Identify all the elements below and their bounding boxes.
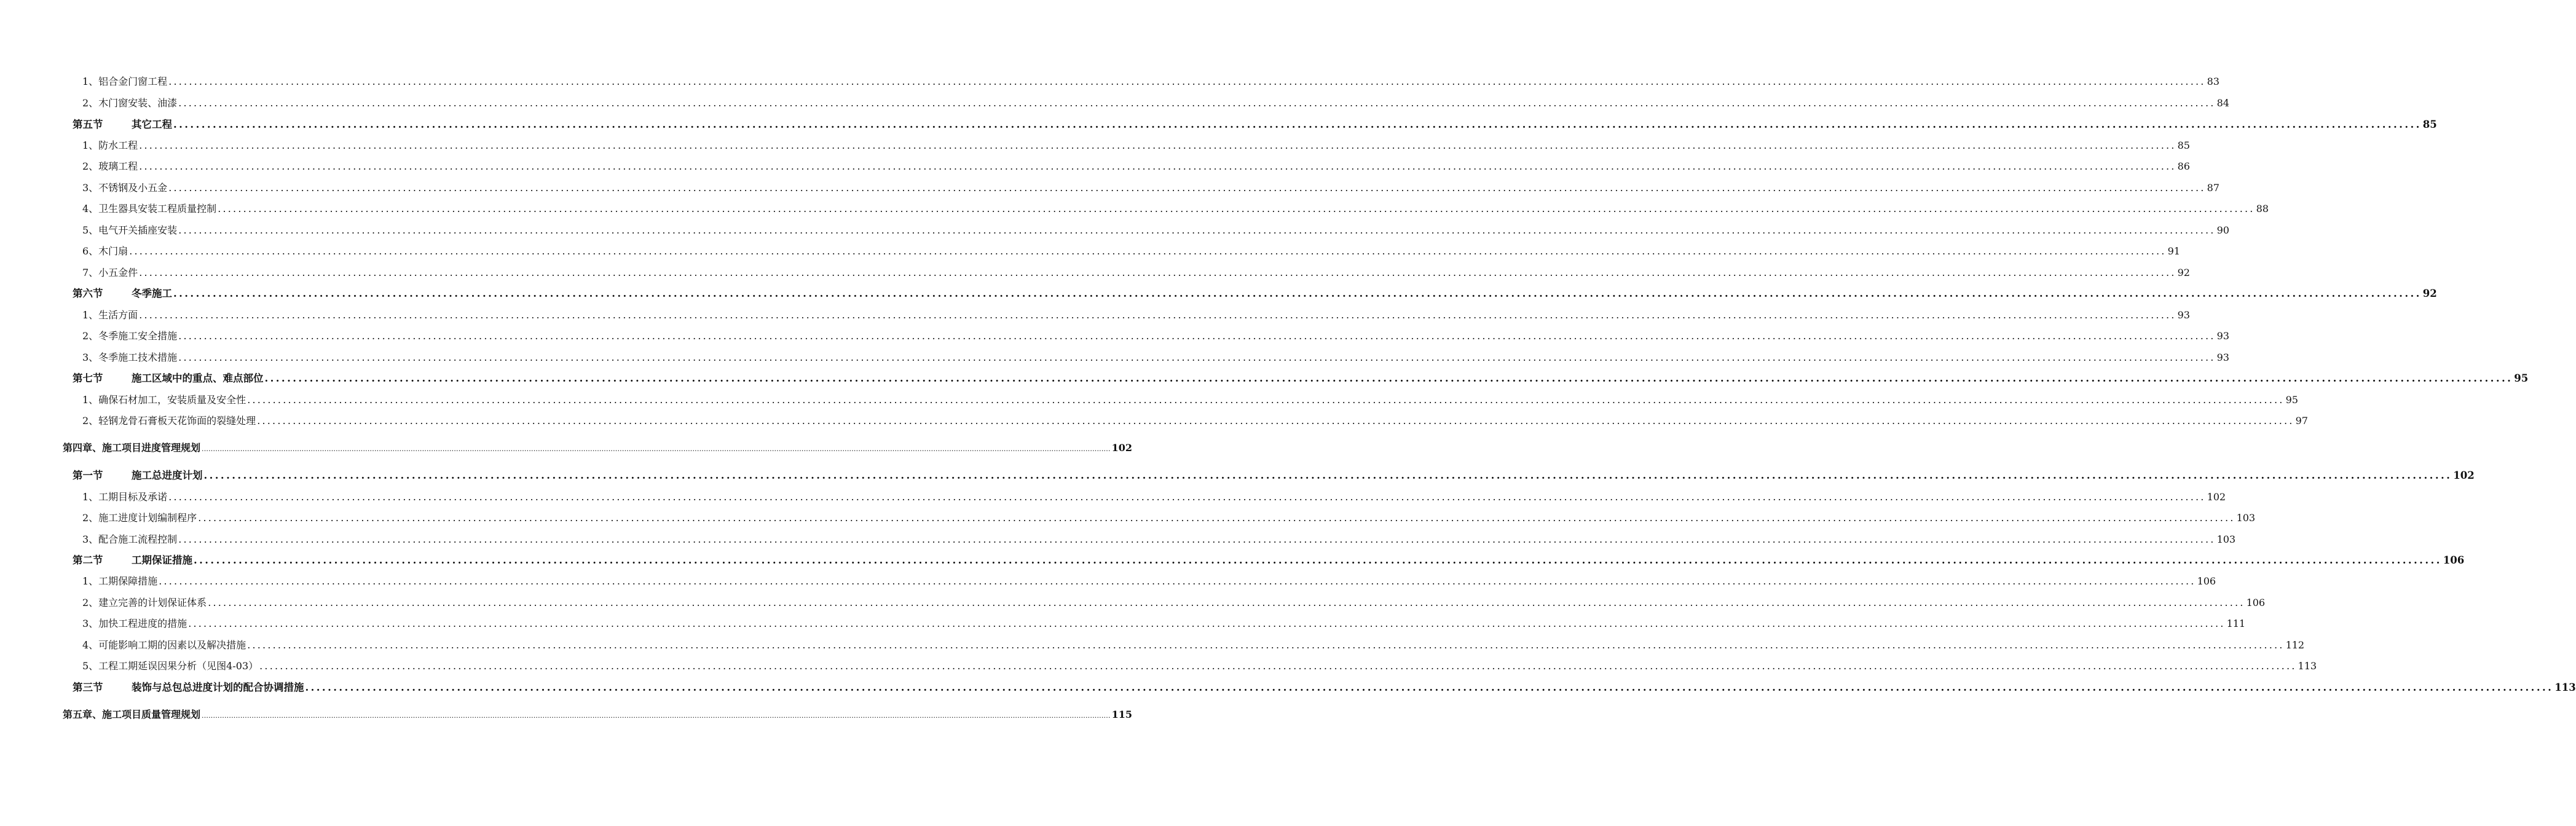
toc-entry-title: [82, 395, 246, 405]
toc-title-text: 5、工程工期延误因果分析（见图4-03）: [82, 660, 259, 672]
dot-leader: ................................................................................................................................................................................................................................................................................................................................................................................................................: [188, 618, 2226, 629]
toc-subsection-entry[interactable]: [82, 309, 2190, 321]
toc-section-label: 第七节: [73, 372, 103, 384]
dot-leader: ................................................................................................................................................................................................................................................................................................................................................................................................................: [178, 533, 2216, 545]
toc-subsection-entry[interactable]: [82, 140, 2190, 151]
toc-entry-title: [82, 353, 177, 363]
toc-title-text: 6、木门扇: [82, 245, 128, 257]
toc-subsection-entry[interactable]: [82, 203, 2269, 214]
toc-page-number: 87: [2207, 182, 2220, 194]
dot-leader: ................................................................................................................................................................................................................................................................................................................................................................................................................: [139, 160, 2176, 172]
toc-entry-title: [82, 331, 177, 341]
toc-page-number: 102: [2453, 470, 2475, 481]
toc-subsection-entry[interactable]: [82, 224, 2229, 236]
toc-subsection-entry[interactable]: [82, 267, 2190, 278]
dot-leader: ................................................................................................................................................................................................................................................................................................................................................................................................................: [178, 352, 2216, 363]
toc-section-label: 第三节: [73, 682, 103, 693]
toc-page-number: 84: [2216, 97, 2229, 109]
toc-entry-title: [82, 535, 177, 545]
toc-page-number: 115: [1111, 709, 1133, 720]
toc-entry-title: [73, 683, 304, 693]
toc-title-text: 3、配合施工流程控制: [82, 533, 178, 545]
toc-page-number: 106: [2246, 597, 2266, 608]
dot-leader: ................................................................................................................................................................................................................................................................................................................................................................................................................: [168, 182, 2206, 194]
toc-entry-title: [73, 120, 172, 130]
toc-entry-title: [82, 619, 187, 629]
toc-entry-title: [82, 226, 177, 235]
toc-subsection-entry[interactable]: [82, 639, 2305, 651]
toc-page-number: 95: [2285, 394, 2298, 406]
toc-title-text: 4、卫生器具安装工程质量控制: [82, 203, 217, 214]
toc-entry-title: [82, 513, 197, 523]
dot-leader: ................................................................................................................................................................................................................................................................................................................................................................................................................: [202, 445, 1111, 453]
toc-page-number: 88: [2256, 203, 2269, 214]
toc-subsection-entry[interactable]: [82, 182, 2220, 194]
toc-chapter-entry[interactable]: [63, 442, 1133, 454]
toc-subsection-entry[interactable]: [82, 330, 2229, 342]
toc-page-number: 97: [2295, 415, 2308, 427]
toc-entry-title: [82, 268, 138, 278]
dot-leader: ................................................................................................................................................................................................................................................................................................................................................................................................................: [159, 575, 2196, 587]
toc-subsection-entry[interactable]: [82, 491, 2226, 503]
toc-subsection-entry[interactable]: [82, 533, 2236, 545]
dot-leader: ................................................................................................................................................................................................................................................................................................................................................................................................................: [178, 224, 2216, 236]
toc-entry-title: [73, 471, 203, 481]
toc-entry-title: [82, 492, 167, 502]
toc-subsection-entry[interactable]: [82, 597, 2266, 608]
toc-subsection-entry[interactable]: [82, 512, 2256, 524]
toc-page-number: 90: [2216, 224, 2229, 236]
toc-page-number: 103: [2216, 533, 2236, 545]
toc-entry-title: [82, 598, 207, 608]
toc-section-entry[interactable]: [73, 372, 2529, 384]
dot-leader: ................................................................................................................................................................................................................................................................................................................................................................................................................: [173, 119, 2422, 130]
toc-entry-title: [82, 310, 138, 320]
toc-subsection-entry[interactable]: [82, 415, 2308, 427]
toc-page-number: 95: [2514, 372, 2529, 384]
toc-section-entry[interactable]: [73, 682, 2576, 693]
toc-subsection-entry[interactable]: [82, 618, 2246, 629]
toc-subsection-entry[interactable]: [82, 160, 2190, 172]
toc-entry-title: [73, 289, 172, 299]
dot-leader: ................................................................................................................................................................................................................................................................................................................................................................................................................: [173, 288, 2422, 299]
toc-title-text: 工期保证措施: [132, 554, 192, 566]
toc-title-text: 施工总进度计划: [132, 470, 203, 481]
toc-page-number: 103: [2236, 512, 2256, 524]
toc-title-text: 其它工程: [132, 119, 172, 130]
toc-title-text: 5、电气开关插座安装: [82, 224, 178, 236]
dot-leader: ................................................................................................................................................................................................................................................................................................................................................................................................................: [208, 597, 2245, 608]
dot-leader: ................................................................................................................................................................................................................................................................................................................................................................................................................: [139, 140, 2176, 151]
toc-section-entry[interactable]: [73, 288, 2437, 299]
toc-page-number: 102: [1111, 442, 1133, 454]
toc-entry-title: [82, 576, 157, 586]
dot-leader: ................................................................................................................................................................................................................................................................................................................................................................................................................: [247, 394, 2285, 406]
toc-page-number: 93: [2216, 352, 2229, 363]
toc-page-number: 113: [2554, 682, 2576, 693]
toc-entry-title: [82, 141, 138, 151]
toc-title-text: 1、确保石材加工，安装质量及安全性: [82, 394, 246, 406]
toc-page-number: 85: [2422, 119, 2437, 130]
dot-leader: ................................................................................................................................................................................................................................................................................................................................................................................................................: [247, 639, 2285, 651]
toc-entry-title: [63, 710, 200, 720]
dot-leader: ................................................................................................................................................................................................................................................................................................................................................................................................................: [257, 415, 2294, 427]
toc-title-text: 1、铝合金门窗工程: [82, 76, 168, 87]
toc-page-number: 85: [2177, 140, 2190, 151]
toc-entry-title: [73, 374, 264, 384]
toc-page-number: 106: [2197, 575, 2216, 587]
toc-page-number: 86: [2177, 160, 2190, 172]
toc-page-number: 113: [2298, 660, 2317, 672]
toc-subsection-entry[interactable]: [82, 660, 2317, 672]
toc-subsection-entry[interactable]: [82, 97, 2229, 109]
toc-title-text: 1、工期保障措施: [82, 575, 158, 587]
toc-title-text: 2、木门窗安装、油漆: [82, 97, 178, 109]
toc-title-text: 1、防水工程: [82, 140, 138, 151]
toc-page-number: 93: [2177, 309, 2190, 321]
dot-leader: ................................................................................................................................................................................................................................................................................................................................................................................................................: [305, 682, 2554, 693]
toc-title-text: 装饰与总包总进度计划的配合协调措施: [132, 682, 304, 693]
toc-title-text: 3、不锈钢及小五金: [82, 182, 168, 194]
dot-leader: ................................................................................................................................................................................................................................................................................................................................................................................................................: [203, 470, 2452, 481]
toc-subsection-entry[interactable]: [82, 394, 2298, 406]
toc-entry-title: [63, 443, 200, 453]
toc-title-text: 1、生活方面: [82, 309, 138, 321]
toc-page-number: 92: [2177, 267, 2190, 278]
toc-title-text: 1、工期目标及承诺: [82, 491, 168, 503]
dot-leader: ................................................................................................................................................................................................................................................................................................................................................................................................................: [178, 330, 2216, 342]
dot-leader: ................................................................................................................................................................................................................................................................................................................................................................................................................: [178, 97, 2216, 109]
toc-page-number: 102: [2207, 491, 2226, 503]
toc-title-text: 2、施工进度计划编制程序: [82, 512, 197, 524]
toc-entry-title: [82, 183, 167, 193]
dot-leader: ................................................................................................................................................................................................................................................................................................................................................................................................................: [194, 554, 2442, 566]
toc-page-number: 111: [2226, 618, 2246, 629]
toc-title-text: 第四章、施工项目进度管理规划: [63, 442, 201, 454]
dot-leader: ................................................................................................................................................................................................................................................................................................................................................................................................................: [168, 491, 2206, 503]
dot-leader: ................................................................................................................................................................................................................................................................................................................................................................................................................: [202, 712, 1111, 720]
toc-title-text: 2、玻璃工程: [82, 160, 138, 172]
dot-leader: ................................................................................................................................................................................................................................................................................................................................................................................................................: [139, 267, 2176, 278]
toc-section-entry[interactable]: [73, 470, 2475, 481]
toc-entry-title: [82, 416, 256, 426]
toc-title-text: 3、加快工程进度的措施: [82, 618, 187, 629]
toc-entry-title: [82, 661, 258, 671]
toc-subsection-entry[interactable]: [82, 245, 2180, 257]
toc-title-text: 2、建立完善的计划保证体系: [82, 597, 207, 608]
dot-leader: ................................................................................................................................................................................................................................................................................................................................................................................................................: [218, 203, 2255, 214]
toc-section-label: 第二节: [73, 554, 103, 566]
toc-page-number: 93: [2216, 330, 2229, 342]
toc-entry-title: [82, 246, 128, 256]
toc-section-entry[interactable]: [73, 119, 2437, 130]
toc-page-number: 112: [2285, 639, 2305, 651]
toc-chapter-entry[interactable]: [63, 709, 1133, 720]
dot-leader: ................................................................................................................................................................................................................................................................................................................................................................................................................: [139, 309, 2176, 321]
toc-entry-title: [82, 98, 177, 108]
toc-title-text: 第五章、施工项目质量管理规划: [63, 709, 201, 720]
dot-leader: ................................................................................................................................................................................................................................................................................................................................................................................................................: [168, 76, 2206, 87]
toc-title-text: 冬季施工: [132, 288, 172, 299]
toc-subsection-entry[interactable]: [82, 352, 2229, 363]
toc-entry-title: [82, 162, 138, 171]
toc-entry-title: [82, 204, 216, 214]
toc-title-text: 4、可能影响工期的因素以及解决措施: [82, 639, 246, 651]
toc-page-number: 92: [2422, 288, 2437, 299]
toc-section-label: 第五节: [73, 119, 103, 130]
dot-leader: ................................................................................................................................................................................................................................................................................................................................................................................................................: [259, 660, 2297, 672]
toc-entry-title: [73, 556, 192, 566]
toc-title-text: 7、小五金件: [82, 267, 138, 278]
dot-leader: ................................................................................................................................................................................................................................................................................................................................................................................................................: [264, 372, 2513, 384]
toc-subsection-entry[interactable]: [82, 76, 2220, 87]
toc-title-text: 2、冬季施工安全措施: [82, 330, 178, 342]
toc-entry-title: [82, 640, 246, 650]
dot-leader: ................................................................................................................................................................................................................................................................................................................................................................................................................: [129, 245, 2167, 257]
toc-section-entry[interactable]: [73, 554, 2465, 566]
toc-title-text: 施工区域中的重点、难点部位: [132, 372, 264, 384]
toc-page-number: 106: [2443, 554, 2465, 566]
toc-entry-title: [82, 77, 167, 87]
toc-section-label: 第六节: [73, 288, 103, 299]
toc-page-number: 83: [2207, 76, 2220, 87]
toc-page-number: 91: [2167, 245, 2180, 257]
dot-leader: ................................................................................................................................................................................................................................................................................................................................................................................................................: [198, 512, 2235, 524]
toc-title-text: 2、轻钢龙骨石膏板天花饰面的裂缝处理: [82, 415, 256, 427]
toc-section-label: 第一节: [73, 470, 103, 481]
toc-subsection-entry[interactable]: [82, 575, 2216, 587]
toc-title-text: 3、冬季施工技术措施: [82, 352, 178, 363]
